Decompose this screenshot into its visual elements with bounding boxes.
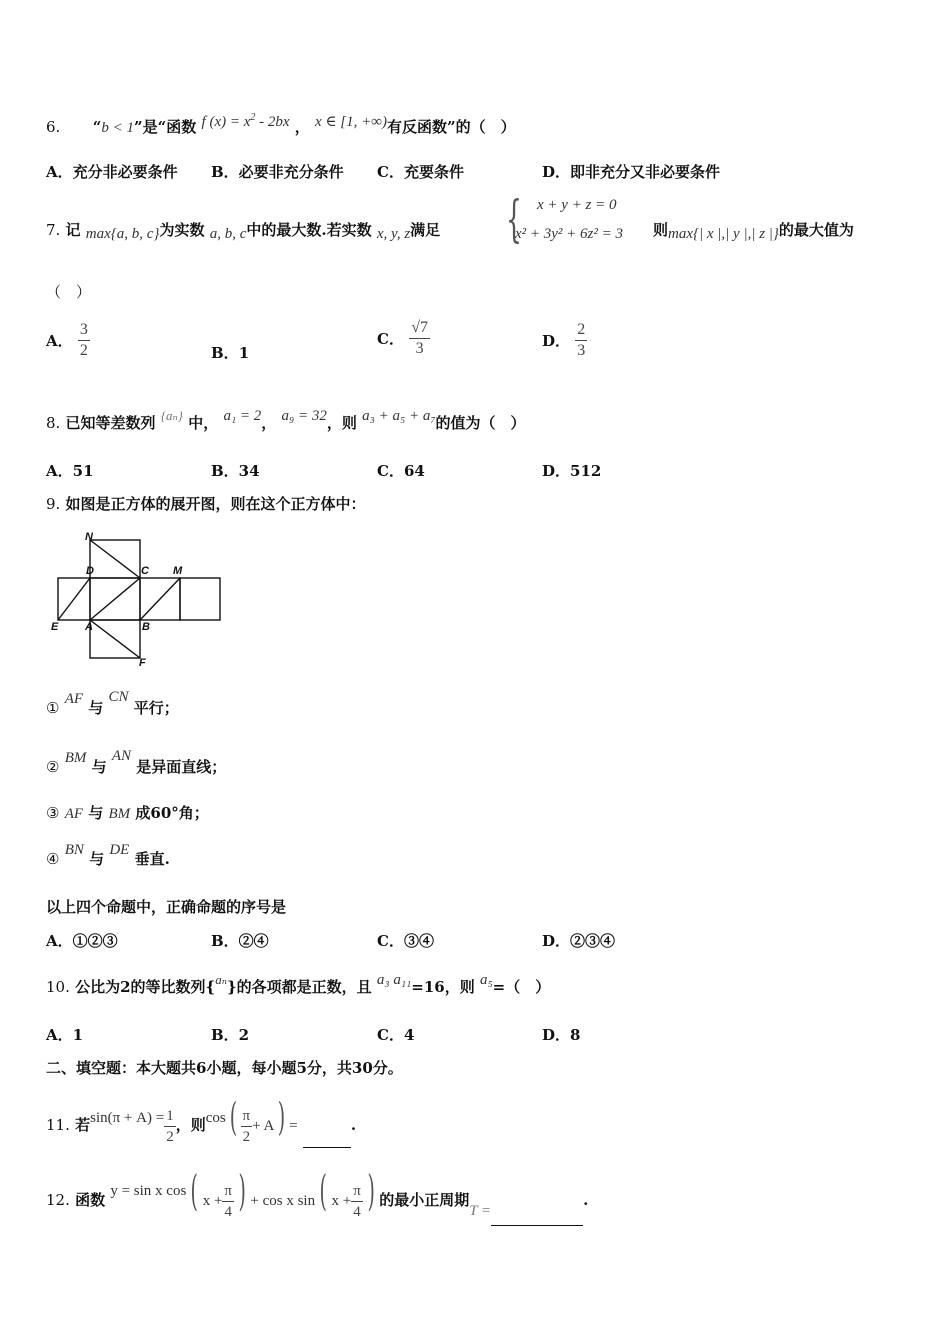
q9-statement-2: ② BM 与 AN 是异面直线； [46, 748, 227, 776]
q12-fraction-2: $\frac{\pi}{4}$ [353, 1182, 361, 1220]
q9-number: 9. [46, 495, 61, 513]
q8-stem: 8. 已知等差数列 {aₙ} 中， a₁ = 2， a₉ = 32，则 a₃ + a₅ + a₇的值为（ ） [46, 408, 526, 432]
q7-paren: （ ） [46, 283, 92, 301]
q12-fraction-1: $\frac{\pi}{4}$ [224, 1182, 232, 1220]
q10-number: 10. [46, 978, 70, 996]
net-label-m: M [173, 565, 183, 577]
q7-xyz: x, y, z [376, 226, 411, 242]
q8-sum: a₃ + a₅ + a₇ [362, 408, 436, 424]
q7-option-c-fraction: $\frac{√7}{3}$ [411, 319, 428, 357]
q6-option-b[interactable]: B．必要非充分条件 [211, 163, 344, 181]
q12-expr-2: + cos x sin [250, 1193, 316, 1209]
q6-condition: b < 1 [101, 120, 135, 136]
q6-quote-open: “ [92, 118, 102, 136]
q9-stem: 9. 如图是正方体的展开图，则在这个正方体中： [46, 495, 366, 513]
q7-max-abc: max{a, b, c} [85, 226, 160, 242]
q9-statement-3: ③ AF 与 BM 成60°角； [46, 804, 209, 822]
q9-option-a[interactable]: A．①②③ [46, 932, 118, 950]
q10-a5: a₅ [479, 972, 493, 988]
q9-conclusion: 以上四个命题中，正确命题的序号是 [46, 898, 287, 916]
q6-domain: x ∈ [1, +∞) [315, 114, 387, 130]
q6-text-3: 有反函数”的（ ） [386, 118, 516, 136]
q12-stem: 12. 函数 y = sin x cos ( x + $\frac{\pi}{4}$ ) + cos x sin ( x + $\frac{\pi}{4}$ ) 的最小正周期T =. [46, 1170, 588, 1226]
q12-answer-blank[interactable] [491, 1195, 583, 1226]
q6-number: 6. [46, 118, 61, 136]
q10-option-c[interactable]: C．4 [377, 1026, 415, 1044]
q10-option-b[interactable]: B．2 [211, 1026, 250, 1044]
q11-cos: cos [205, 1110, 226, 1126]
q8-option-a[interactable]: A．51 [46, 462, 94, 480]
cube-net-figure [50, 532, 230, 667]
q7-max-abs: max{| x |,| y |,| z |} [668, 226, 779, 242]
net-label-n: N [85, 532, 93, 543]
q12-number: 12. [46, 1191, 70, 1209]
q7-system-brace: { [506, 190, 522, 248]
q9-statement-4: ④ BN 与 DE 垂直. [46, 842, 170, 868]
q11-answer-blank[interactable] [303, 1117, 351, 1148]
q11-lhs: sin(π + A) = [90, 1110, 165, 1126]
q7-stem-tail: 则max{| x |,| y |,| z |}的最大值为 [653, 221, 854, 242]
net-label-d: D [86, 565, 94, 577]
q6-option-d[interactable]: D．即非充分又非必要条件 [542, 163, 721, 181]
q7-option-a-fraction: $\frac{3}{2}$ [79, 321, 88, 359]
q7-stem: 7. 记 max{a, b, c}为实数 a, b, c中的最大数.若实数 x, y, z满足 [46, 221, 441, 242]
q6-function: f $(x) = x^2 - 2bx$ [201, 112, 290, 130]
q10-stem: 10. 公比为2的等比数列{aₙ}的各项都是正数，且 a₃ a₁₁=16，则 a₅=（ ） [46, 972, 551, 996]
net-label-e: E [51, 621, 59, 633]
q7-number: 7. [46, 221, 61, 239]
q8-sequence: {aₙ} [160, 408, 183, 423]
net-label-c: C [141, 565, 149, 577]
q11-cos-fraction: $\frac{\pi}{2}$ [242, 1107, 251, 1145]
q7-equation-2: x² + 3y² + 6z² = 3 [515, 226, 624, 242]
q6-stem: 6. “b < 1”是“函数 f $(x) = x^2 - 2bx$ ， x ∈ [1, +∞)有反函数”的（ ） [46, 112, 516, 136]
q7-equation-1: x + y + z = 0 [537, 197, 617, 213]
q7-abc: a, b, c [209, 226, 247, 242]
q7-option-b[interactable]: B．1 [211, 344, 250, 362]
q8-number: 8. [46, 414, 61, 432]
q8-option-d[interactable]: D．512 [542, 462, 602, 480]
q11-fraction: $\frac{1}{2}$ [166, 1107, 174, 1145]
q7-option-a[interactable]: A． $\frac{3}{2}$ [46, 321, 88, 359]
q9-option-c[interactable]: C．③④ [377, 932, 434, 950]
q7-option-d[interactable]: D． $\frac{2}{3}$ [542, 321, 586, 359]
q8-a9: a₉ = 32 [281, 408, 327, 424]
q9-statement-1: ① AF 与 CN 平行； [46, 689, 179, 717]
q10-product: a₃ a₁₁ [376, 972, 412, 988]
q8-option-c[interactable]: C．64 [377, 462, 425, 480]
net-label-a: A [85, 621, 93, 633]
q9-option-d[interactable]: D．②③④ [542, 932, 616, 950]
q12-expr-1: y = sin x cos [110, 1183, 187, 1199]
net-label-f: F [139, 657, 146, 667]
q10-an: aₙ [215, 972, 227, 987]
q6-text-2: ”是“函数 [134, 118, 197, 136]
q9-option-b[interactable]: B．②④ [211, 932, 269, 950]
q12-period-symbol: T = [469, 1203, 492, 1219]
q11-number: 11. [46, 1116, 70, 1134]
q7-option-c[interactable]: C． $\frac{√7}{3}$ [377, 319, 428, 357]
q11-stem: 11. 若sin(π + A) = $\frac{1}{2}$ ，则cos( $\frac{\pi}{2}$ + A) = . [46, 1098, 356, 1148]
q8-option-b[interactable]: B．34 [211, 462, 260, 480]
net-label-b: B [142, 621, 150, 633]
q6-option-a[interactable]: A．充分非必要条件 [46, 163, 178, 181]
q8-a1: a₁ = 2 [223, 408, 262, 424]
q10-option-a[interactable]: A．1 [46, 1026, 84, 1044]
q7-option-d-fraction: $\frac{2}{3}$ [577, 321, 586, 359]
q6-option-c[interactable]: C．充要条件 [377, 163, 464, 181]
section-2-heading: 二、填空题：本大题共6小题，每小题5分，共30分。 [46, 1059, 403, 1077]
q10-option-d[interactable]: D．8 [542, 1026, 581, 1044]
